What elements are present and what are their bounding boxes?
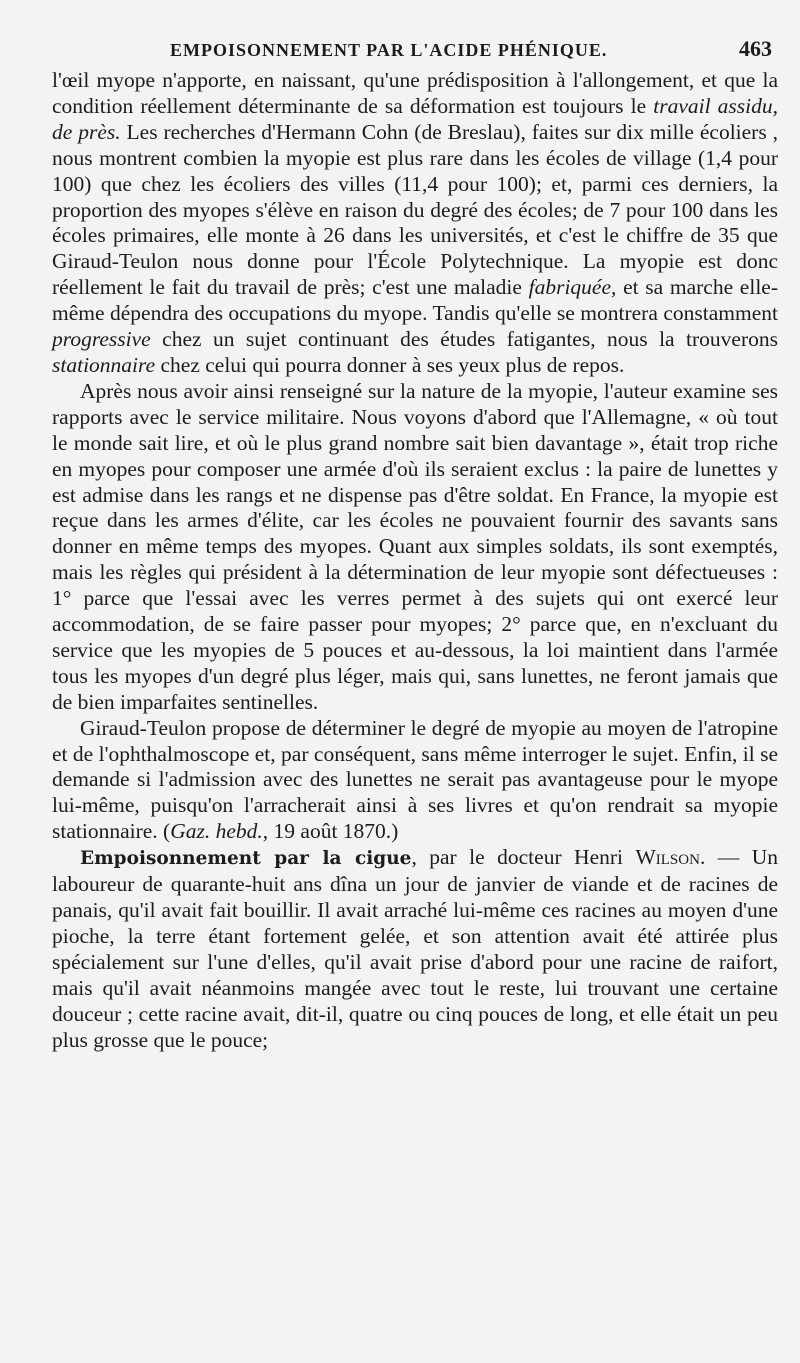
- text-run: et sa marche elle-même dépendra des occupations du myope. Tandis qu'elle se montrera constamment: [52, 275, 778, 326]
- italic-run: stationnaire: [52, 352, 156, 377]
- author-name: Wilson: [635, 845, 700, 870]
- text-run: . — Un laboureur de quarante-huit ans dîna un jour de janvier de viande et de racines de panais, qu'il avait fait bouillir. Il avait arraché lui-même ces racines au moyen d'une pioche, la terre étant fortement gelée, et son attention avait été attirée plus spécialement sur l'une d'elles, qu'il avait prise d'abord pour une racine de raifort, mais qu'il avait néanmoins mangée avec tout le reste, lui trouvant une certaine douceur ; cette racine avait, dit-il, quatre ou cinq pouces de long, et elle était un peu plus grosse que le pouce;: [52, 845, 778, 1052]
- page-number: 463: [739, 36, 772, 61]
- text-run: , par le docteur Henri: [411, 845, 636, 870]
- text-run: Giraud-Teulon propose de déterminer le degré de myopie au moyen de l'atropine et de l'ophthalmoscope et, par conséquent, sans même interroger le sujet. Enfin, il se demande si l'admission avec des lunettes ne serait pas avantageuse pour le myope lui-même, puisqu'on l'arracherait ainsi à ses livres et qu'on rendrait sa myopie stationnaire. (: [52, 715, 778, 844]
- running-header: [52, 34, 778, 68]
- running-title: EMPOISONNEMENT PAR L'ACIDE PHÉNIQUE.: [170, 40, 608, 60]
- body-text: [52, 68, 778, 1053]
- italic-run: travail assidu, de près.: [52, 93, 778, 144]
- text-run: l'œil myope n'apporte, en naissant, qu'une prédisposition à l'allongement, et que la condition réellement déterminante de sa déformation est toujours le: [52, 68, 778, 118]
- italic-run: Gaz. hebd.: [170, 819, 263, 844]
- text-run: , 19 août 1870.): [262, 819, 399, 844]
- paragraph-1: [52, 68, 778, 379]
- italic-run: progressive: [52, 327, 151, 352]
- text-run: Les recherches d'Hermann Cohn (de Breslau), faites sur dix mille écoliers , nous montrent combien la myopie est plus rare dans les écoles de village (1,4 pour 100) que chez les écoliers des villes (11,4 pour 100); et, parmi ces derniers, la proportion des myopes s'élève en raison du degré des écoles; de 7 pour 100 dans les écoles primaires, elle monte à 26 dans les universités, et c'est le chiffre de 35 que Giraud-Teulon nous donne pour l'École Polytechnique. La myopie est donc réellement le fait du travail de près; c'est une maladie: [52, 119, 778, 300]
- paragraph-3: [52, 716, 778, 846]
- paragraph-2: Après nous avoir ainsi renseigné sur la nature de la myopie, l'auteur examine ses rapports avec le service militaire. Nous voyons d'abord que l'Allemagne, « où tout le monde sait lire, et où le plus grand nombre sait bien davantage », était trop riche en myopes pour composer une armée d'où ils seraient exclus : la paire de lunettes y est admise dans les rangs et ne dispense pas d'être soldat. En France, la myopie est reçue dans les armes d'élite, car les écoles ne pouvaient fournir des savants sans donner en même temps des myopes. Quant aux simples soldats, ils sont exemptés, mais les règles qui président à la détermination de leur myopie sont défectueuses : 1° parce que l'essai avec les verres permet à des sujets qui ont exercé leur accommodation, de se faire passer pour myopes; 2° parce que, en n'excluant du service que les myopies de 5 pouces et au-dessous, la loi maintient dans l'armée tous les myopes d'un degré plus léger, mais qui, sans lunettes, ne feront jamais que de bien imparfaites sentinelles.: [52, 378, 778, 714]
- text-run: chez un sujet continuant des études fatigantes, nous la trouverons: [150, 327, 778, 352]
- section-rubric: Empoisonnement par la cigue: [80, 848, 412, 870]
- italic-run: fabriquée,: [528, 275, 617, 300]
- paragraph-4: [52, 845, 778, 1053]
- text-run: chez celui qui pourra donner à ses yeux plus de repos.: [155, 352, 625, 377]
